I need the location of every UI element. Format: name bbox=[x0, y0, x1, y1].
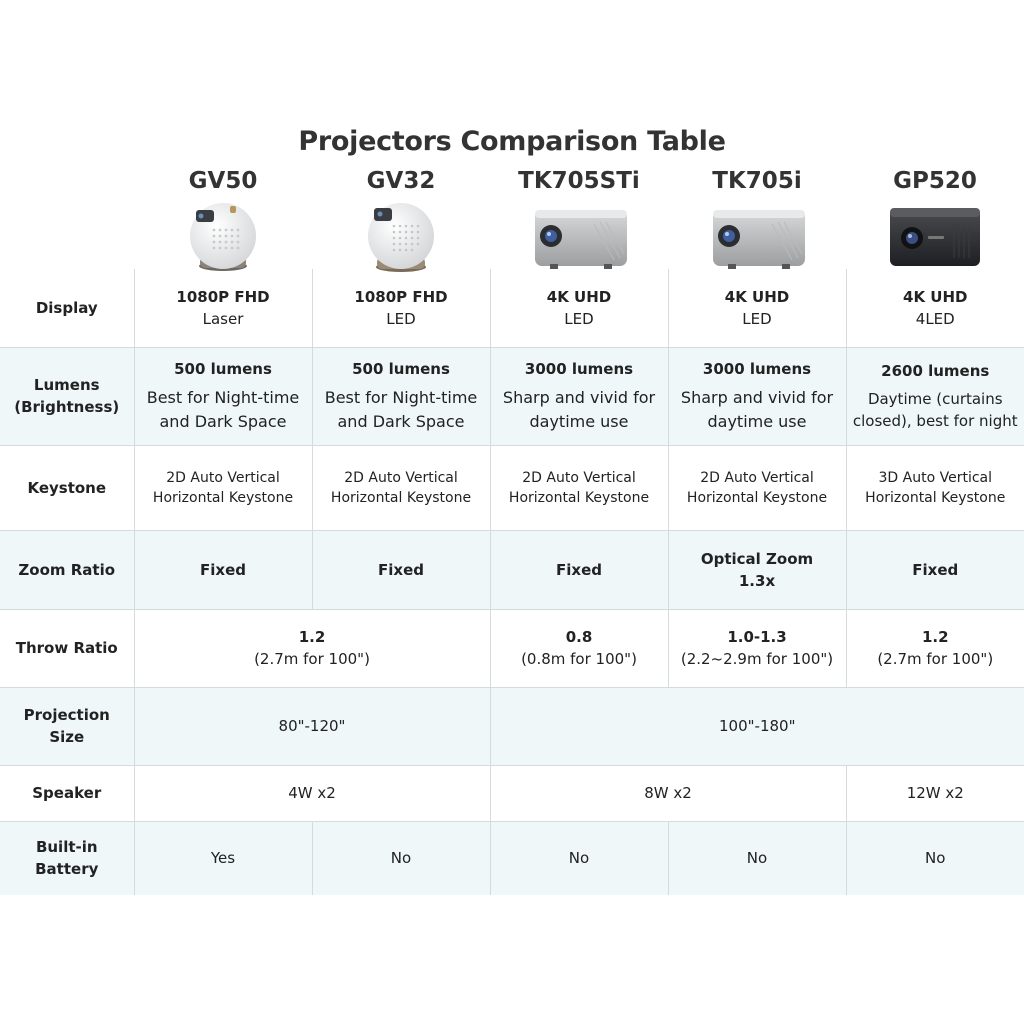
row-label-projection-size: Projection Size bbox=[0, 687, 134, 765]
speaker-cell: 4W x2 bbox=[134, 765, 490, 821]
row-label-throw-ratio: Throw Ratio bbox=[0, 609, 134, 687]
gp520-projector-image bbox=[846, 200, 1024, 274]
display-cell: 1080P FHD Laser bbox=[134, 269, 312, 347]
row-projection-size bbox=[0, 687, 1024, 765]
row-built-in-battery bbox=[0, 821, 1024, 895]
zoom-cell: Fixed bbox=[846, 530, 1024, 609]
row-label-display: Display bbox=[0, 269, 134, 347]
row-display bbox=[0, 269, 1024, 347]
page-title: Projectors Comparison Table bbox=[298, 126, 726, 157]
keystone-cell: 2D Auto Vertical Horizontal Keystone bbox=[490, 445, 668, 530]
keystone-cell: 3D Auto Vertical Horizontal Keystone bbox=[846, 445, 1024, 530]
model-header-gv32: GV32 bbox=[366, 168, 436, 194]
row-label-zoom-ratio: Zoom Ratio bbox=[0, 530, 134, 609]
gv50-projector-image bbox=[134, 200, 312, 274]
row-label-built-in-battery: Built-in Battery bbox=[0, 821, 134, 895]
lumens-cell: 2600 lumens Daytime (curtains closed), best for night bbox=[846, 347, 1024, 445]
battery-cell: No bbox=[312, 821, 490, 895]
zoom-cell: Fixed bbox=[490, 530, 668, 609]
battery-cell: No bbox=[668, 821, 846, 895]
keystone-cell: 2D Auto Vertical Horizontal Keystone bbox=[312, 445, 490, 530]
speaker-cell: 12W x2 bbox=[846, 765, 1024, 821]
speaker-cell: 8W x2 bbox=[490, 765, 846, 821]
keystone-cell: 2D Auto Vertical Horizontal Keystone bbox=[134, 445, 312, 530]
row-lumens bbox=[0, 347, 1024, 445]
row-label-keystone: Keystone bbox=[0, 445, 134, 530]
lumens-cell: 500 lumens Best for Night-time and Dark Space bbox=[134, 347, 312, 445]
comparison-table bbox=[0, 269, 1024, 895]
keystone-cell: 2D Auto Vertical Horizontal Keystone bbox=[668, 445, 846, 530]
model-header-tk705i: TK705i bbox=[712, 168, 802, 194]
row-label-speaker: Speaker bbox=[0, 765, 134, 821]
gv32-projector-image bbox=[312, 200, 490, 274]
zoom-cell: Fixed bbox=[134, 530, 312, 609]
tk705sti-projector-image bbox=[490, 200, 668, 274]
zoom-cell: Optical Zoom 1.3x bbox=[668, 530, 846, 609]
projection-cell: 80"-120" bbox=[134, 687, 490, 765]
lumens-cell: 3000 lumens Sharp and vivid for daytime use bbox=[668, 347, 846, 445]
throw-cell: 1.0-1.3 (2.2~2.9m for 100") bbox=[668, 609, 846, 687]
throw-cell: 1.2 (2.7m for 100") bbox=[846, 609, 1024, 687]
model-header-gv50: GV50 bbox=[188, 168, 258, 194]
display-cell: 4K UHD LED bbox=[668, 269, 846, 347]
battery-cell: No bbox=[490, 821, 668, 895]
lumens-cell: 3000 lumens Sharp and vivid for daytime use bbox=[490, 347, 668, 445]
row-zoom-ratio bbox=[0, 530, 1024, 609]
display-cell: 4K UHD LED bbox=[490, 269, 668, 347]
lumens-cell: 500 lumens Best for Night-time and Dark Space bbox=[312, 347, 490, 445]
zoom-cell: Fixed bbox=[312, 530, 490, 609]
display-cell: 4K UHD 4LED bbox=[846, 269, 1024, 347]
tk705i-projector-image bbox=[668, 200, 846, 274]
throw-cell: 0.8 (0.8m for 100") bbox=[490, 609, 668, 687]
row-label-lumens: Lumens (Brightness) bbox=[0, 347, 134, 445]
throw-cell: 1.2 (2.7m for 100") bbox=[134, 609, 490, 687]
battery-cell: No bbox=[846, 821, 1024, 895]
battery-cell: Yes bbox=[134, 821, 312, 895]
row-keystone bbox=[0, 445, 1024, 530]
display-cell: 1080P FHD LED bbox=[312, 269, 490, 347]
model-header-gp520: GP520 bbox=[893, 168, 977, 194]
row-throw-ratio bbox=[0, 609, 1024, 687]
projection-cell: 100"-180" bbox=[490, 687, 1024, 765]
row-speaker bbox=[0, 765, 1024, 821]
model-header-tk705sti: TK705STi bbox=[518, 168, 640, 194]
